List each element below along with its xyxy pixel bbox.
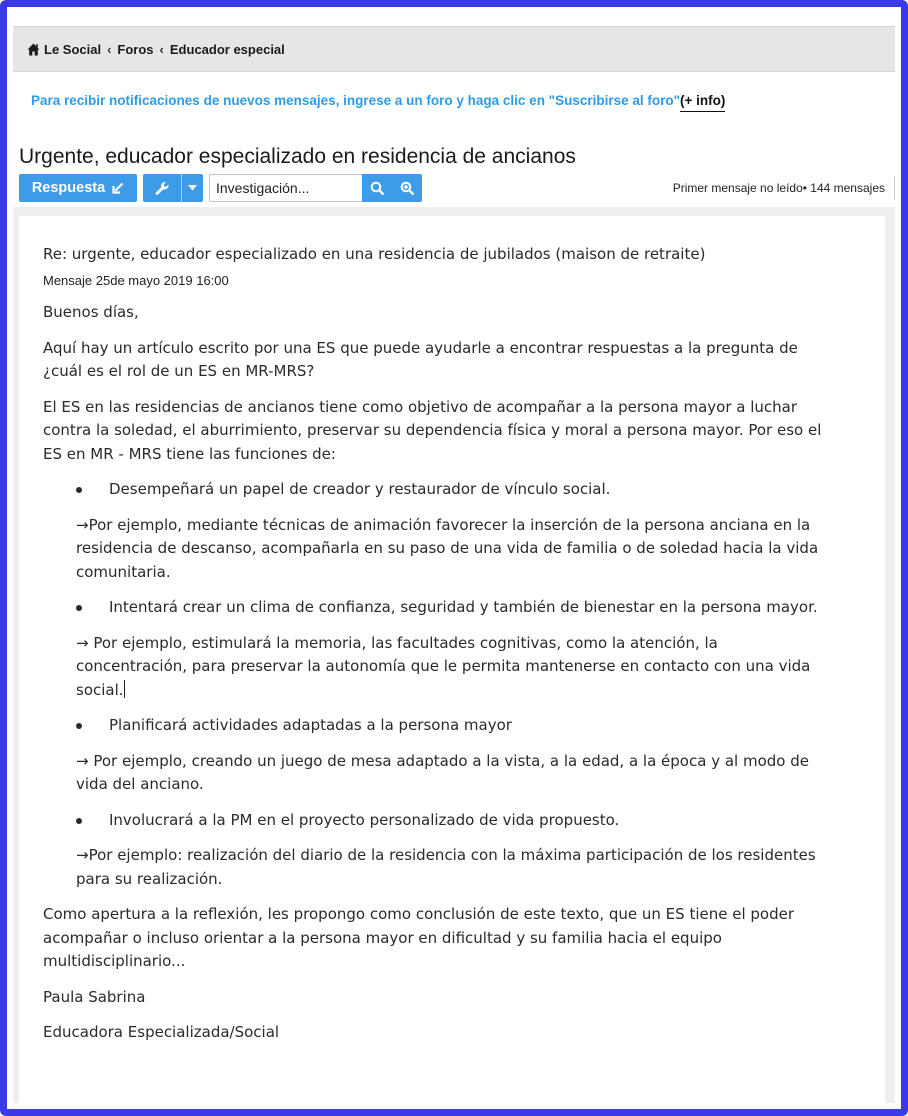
bullet-marker (76, 818, 82, 824)
zoom-search-icon (400, 181, 415, 196)
text-cursor (124, 680, 125, 698)
breadcrumb-item-le-social[interactable]: Le Social (44, 41, 102, 57)
post-card (19, 216, 885, 1103)
reply-button[interactable] (19, 174, 137, 202)
list-item (76, 478, 833, 502)
post-list (43, 809, 833, 833)
post-list (43, 714, 833, 738)
post-content (43, 244, 833, 1057)
subscription-notice-text: Para recibir notificaciones de nuevos mensajes, ingrese a un foro y haga clic en "Suscribirse al foro" (31, 93, 681, 108)
post-list (43, 596, 833, 620)
topic-meta (673, 181, 885, 195)
list-item-text: Intentará crear un clima de confianza, seguridad y también de bienestar en la persona mayor. (109, 598, 818, 616)
wrench-icon (155, 181, 170, 196)
message-count: • 144 mensajes (802, 181, 885, 195)
breadcrumb-item-educador-especial[interactable]: Educador especial (169, 41, 285, 57)
list-item (76, 714, 833, 738)
breadcrumb-item-foros[interactable]: Foros (117, 41, 154, 57)
tools-dropdown-toggle[interactable] (181, 174, 203, 202)
post-example: →Por ejemplo: realización del diario de la residencia con la máxima participación de los residentes para su realización. (76, 846, 816, 888)
signature-role: Educadora Especializada/Social (43, 1023, 280, 1041)
list-item (76, 809, 833, 833)
topic-toolbar (19, 174, 895, 202)
post-greeting: Buenos días, (43, 303, 139, 321)
topic-search-input[interactable] (209, 174, 362, 202)
post-example: → Por ejemplo, creando un juego de mesa adaptado a la vista, a la edad, a la época y al modo de vida del anciano. (76, 751, 809, 793)
topic-tools-button[interactable] (143, 174, 203, 202)
wrench-button-part[interactable] (143, 174, 181, 202)
reply-button-label: Respuesta (31, 180, 106, 196)
signature-name: Paula Sabrina (43, 987, 146, 1006)
subscription-notice (31, 93, 725, 108)
post-list (43, 478, 833, 502)
advanced-search-button[interactable] (392, 174, 422, 202)
post-example (76, 632, 833, 703)
first-unread-link[interactable]: Primer mensaje no leído (672, 181, 803, 195)
post-example-text: → Por ejemplo, estimulará la memoria, las facultades cognitivas, como la atención, la concentración, para preservar la autonomía que le permita mantenerse en contacto con una vida social. (76, 633, 811, 699)
forum-page (13, 13, 895, 1103)
topic-title: Urgente, educador especializado en residencia de ancianos (19, 145, 576, 168)
caret-down-icon (188, 185, 197, 191)
breadcrumb (13, 26, 895, 72)
post-example: →Por ejemplo, mediante técnicas de animación favorecer la inserción de la persona anciana en la residencia de descanso, acompañarla en su paso de una vida de familia o de soledad hacia la vida comunitaria. (76, 515, 819, 581)
bullet-marker (76, 487, 82, 493)
more-info-link[interactable]: (+ info) (680, 93, 725, 112)
search-button[interactable] (362, 174, 392, 202)
search-icon (370, 181, 385, 196)
breadcrumb-separator: ‹ (107, 41, 112, 57)
post-context: El ES en las residencias de ancianos tiene como objetivo de acompañar a la persona mayor a luchar contra la soledad, el aburrimiento, preservar su dependencia física y moral a persona mayor. Por eso el ES en MR - MRS tiene las funciones de: (43, 397, 822, 463)
list-item (76, 596, 833, 620)
post-subject: Re: urgente, educador especializado en una residencia de jubilados (maison de retraite) (43, 245, 706, 263)
post-intro: Aquí hay un artículo escrito por una ES que puede ayudarle a encontrar respuestas a la pregunta de ¿cuál es el rol de un ES en MR-MRS? (43, 338, 798, 380)
list-item-text: Planificará actividades adaptadas a la persona mayor (109, 716, 512, 734)
post-date: Mensaje 25de mayo 2019 16:00 (43, 273, 229, 288)
reply-arrow-icon (112, 182, 124, 194)
bullet-marker (76, 605, 82, 611)
home-icon[interactable] (27, 43, 40, 56)
breadcrumb-separator: ‹ (159, 41, 164, 57)
bullet-marker (76, 723, 82, 729)
list-item-text: Desempeñará un papel de creador y restaurador de vínculo social. (109, 480, 611, 498)
post-conclusion: Como apertura a la reflexión, les propongo como conclusión de este texto, que un ES tiene el poder acompañar o incluso orientar a la persona mayor en dificultad y su familia hacia el equipo multidisciplinario... (43, 905, 795, 970)
toolbar-divider (894, 176, 895, 200)
list-item-text: Involucrará a la PM en el proyecto personalizado de vida propuesto. (109, 810, 620, 829)
